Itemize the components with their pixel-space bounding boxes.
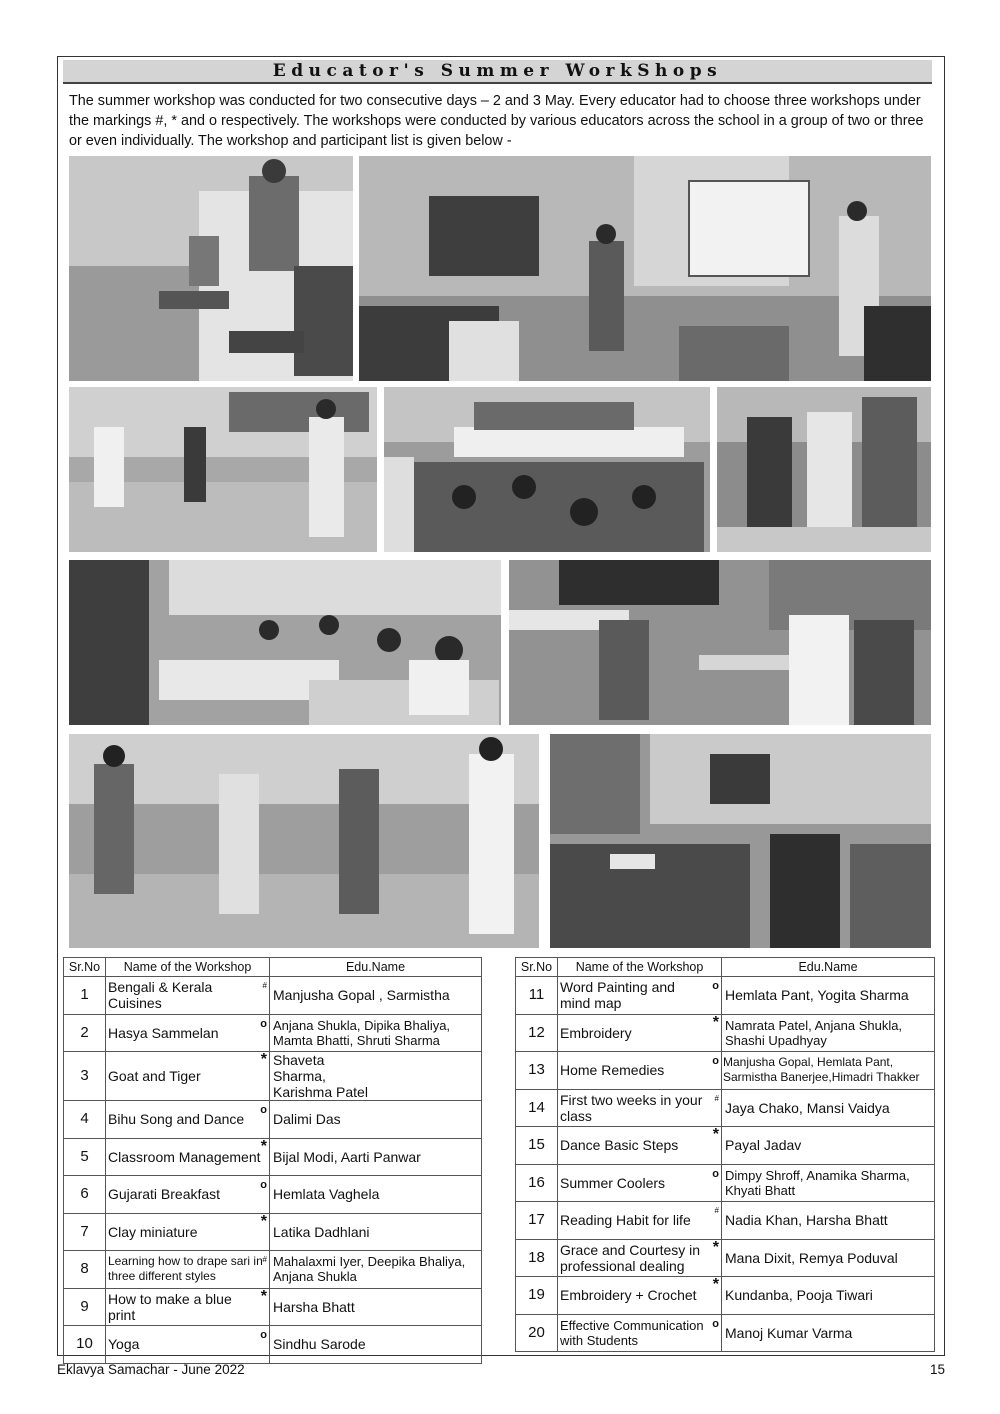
row-sr: 15 (516, 1127, 558, 1165)
footer-publication: Eklavya Samachar - June 2022 (57, 1362, 245, 1377)
row-workshop (558, 977, 722, 1015)
row-edu: Manjusha Gopal, Hemlata Pant, Sarmistha Banerjee,Himadri Thakker (722, 1052, 935, 1090)
row-workshop (106, 1176, 270, 1214)
row-edu: Payal Jadav (722, 1127, 935, 1165)
row-edu: Manjusha Gopal , Sarmistha (270, 977, 482, 1015)
row-sr: 17 (516, 1202, 558, 1240)
table-row (516, 1014, 935, 1052)
row-workshop (558, 1277, 722, 1315)
row-sr: 20 (516, 1314, 558, 1352)
category-mark: o (260, 1104, 267, 1116)
workshop-name: Classroom Management (108, 1148, 261, 1165)
row-workshop (558, 1052, 722, 1090)
workshop-name: Embroidery + Crochet (560, 1287, 697, 1304)
category-mark: o (712, 980, 719, 992)
workshop-name: How to make a blue print (108, 1290, 232, 1323)
row-sr: 6 (64, 1176, 106, 1214)
table-row (64, 1288, 482, 1326)
category-mark: o (260, 1329, 267, 1341)
row-edu: Namrata Patel, Anjana Shukla, Shashi Upadhyay (722, 1014, 935, 1052)
row-workshop (558, 1164, 722, 1202)
table-row (516, 1314, 935, 1352)
workshop-name: Summer Coolers (560, 1174, 666, 1191)
table-row (64, 1326, 482, 1364)
row-sr: 7 (64, 1213, 106, 1251)
category-mark: # (714, 1206, 719, 1215)
table-row (64, 1052, 482, 1101)
row-sr: 12 (516, 1014, 558, 1052)
category-mark: * (260, 1287, 267, 1305)
category-mark: * (260, 1212, 267, 1230)
row-edu: Hemlata Vaghela (270, 1176, 482, 1214)
row-sr: 18 (516, 1239, 558, 1277)
category-mark: * (260, 1137, 267, 1155)
table-row (64, 977, 482, 1015)
table-row (64, 1213, 482, 1251)
category-mark: o (712, 1317, 719, 1330)
category-mark: * (712, 1238, 719, 1256)
table-row (516, 1277, 935, 1315)
row-sr: 3 (64, 1052, 106, 1101)
row-workshop (106, 1213, 270, 1251)
category-mark: # (262, 1255, 267, 1264)
row-edu: Kundanba, Pooja Tiwari (722, 1277, 935, 1315)
category-mark: o (712, 1167, 719, 1180)
table-row (64, 1101, 482, 1139)
workshop-name: Learning how to drape sari in three different styles (108, 1254, 263, 1284)
header-workshop: Name of the Workshop (106, 958, 270, 977)
row-edu: Shaveta Sharma, Karishma Patel (270, 1052, 482, 1101)
row-edu: Bijal Modi, Aarti Panwar (270, 1138, 482, 1176)
page-number: 15 (929, 1362, 945, 1377)
row-edu: Manoj Kumar Varma (722, 1314, 935, 1352)
workshop-name: Embroidery (560, 1024, 632, 1041)
row-workshop (558, 1089, 722, 1127)
category-mark: # (714, 1093, 719, 1103)
table-header-row (64, 958, 482, 977)
row-sr: 9 (64, 1288, 106, 1326)
workshop-table-right (515, 957, 935, 1352)
row-workshop (106, 1251, 270, 1289)
row-edu: Latika Dadhlani (270, 1213, 482, 1251)
workshop-name: Effective Communication with Students (560, 1317, 704, 1348)
page-title: Educator's Summer WorkShops (63, 60, 932, 84)
workshop-name: Grace and Courtesy in professional dealing (560, 1241, 701, 1274)
row-edu: Dimpy Shroff, Anamika Sharma, Khyati Bhatt (722, 1164, 935, 1202)
table-row (516, 1202, 935, 1240)
row-edu: Mahalaxmi Iyer, Deepika Bhaliya, Anjana Shukla (270, 1251, 482, 1289)
workshop-name: Clay miniature (108, 1223, 198, 1240)
photo-dance-practice-1 (69, 387, 377, 552)
table-row (64, 1176, 482, 1214)
category-mark: o (260, 1017, 267, 1030)
intro-paragraph: The summer workshop was conducted for two consecutive days – 2 and 3 May. Every educator had to choose three workshops under the markings #, * and o respectively. The workshops were conducted by various educators across the school in a group of two or three or even individually. The workshop and participant list is given below - (69, 93, 924, 149)
category-mark: o (712, 1055, 719, 1067)
photo-seminar-hall (384, 387, 710, 552)
category-mark: * (712, 1276, 719, 1293)
category-mark: * (260, 1051, 267, 1068)
category-mark: # (262, 981, 267, 990)
workshop-name: Home Remedies (560, 1062, 665, 1079)
row-sr: 1 (64, 977, 106, 1015)
row-edu: Dalimi Das (270, 1101, 482, 1139)
workshop-name: First two weeks in your class (560, 1091, 703, 1124)
row-edu: Sindhu Sarode (270, 1326, 482, 1364)
photo-classroom-blackboard (509, 560, 931, 725)
row-workshop (106, 1288, 270, 1326)
photo-lecture-room (550, 734, 931, 948)
workshop-name: Goat and Tiger (108, 1068, 201, 1084)
header-sr: Sr.No (64, 958, 106, 977)
row-sr: 10 (64, 1326, 106, 1364)
photo-classroom-desks (69, 560, 501, 725)
row-sr: 16 (516, 1164, 558, 1202)
table-row (64, 1138, 482, 1176)
row-sr: 8 (64, 1251, 106, 1289)
table-header-row (516, 958, 935, 977)
category-mark: o (260, 1179, 267, 1191)
row-workshop (106, 1014, 270, 1052)
workshop-name: Bengali & Kerala Cuisines (108, 979, 213, 1012)
table-row (516, 977, 935, 1015)
workshop-name: Dance Basic Steps (560, 1137, 679, 1154)
header-workshop: Name of the Workshop (558, 958, 722, 977)
workshop-table-left (63, 957, 482, 1364)
row-workshop (558, 1314, 722, 1352)
row-workshop (106, 1138, 270, 1176)
row-workshop (558, 1202, 722, 1240)
row-workshop (106, 1326, 270, 1364)
row-workshop (558, 1127, 722, 1165)
photo-dance-practice-2 (69, 734, 539, 948)
row-sr: 11 (516, 977, 558, 1015)
row-sr: 19 (516, 1277, 558, 1315)
table-row (516, 1052, 935, 1090)
row-edu: Harsha Bhatt (270, 1288, 482, 1326)
header-edu: Edu.Name (722, 958, 935, 977)
header-sr: Sr.No (516, 958, 558, 977)
row-edu: Jaya Chako, Mansi Vaidya (722, 1089, 935, 1127)
workshop-name: Word Painting and mind map (560, 979, 675, 1012)
photo-classroom-whiteboard (359, 156, 931, 381)
workshop-name: Gujarati Breakfast (108, 1186, 221, 1203)
header-edu: Edu.Name (270, 958, 482, 977)
table-row (516, 1239, 935, 1277)
row-workshop (558, 1014, 722, 1052)
row-edu: Anjana Shukla, Dipika Bhaliya, Mamta Bhatti, Shruti Sharma (270, 1014, 482, 1052)
row-workshop (106, 1052, 270, 1101)
table-row (516, 1089, 935, 1127)
workshop-name: Reading Habit for life (560, 1212, 691, 1229)
category-mark: * (712, 1126, 719, 1143)
row-sr: 13 (516, 1052, 558, 1090)
row-sr: 14 (516, 1089, 558, 1127)
row-workshop (558, 1239, 722, 1277)
table-row (64, 1014, 482, 1052)
photo-cooking-workshop (69, 156, 353, 381)
row-edu: Mana Dixit, Remya Poduval (722, 1239, 935, 1277)
row-workshop (106, 977, 270, 1015)
row-edu: Nadia Khan, Harsha Bhatt (722, 1202, 935, 1240)
row-sr: 2 (64, 1014, 106, 1052)
workshop-name: Hasya Sammelan (108, 1024, 219, 1041)
row-sr: 4 (64, 1101, 106, 1139)
workshop-name: Yoga (108, 1336, 140, 1353)
table-row (516, 1164, 935, 1202)
row-workshop (106, 1101, 270, 1139)
photo-sari-draping (717, 387, 931, 552)
table-row (64, 1251, 482, 1289)
row-sr: 5 (64, 1138, 106, 1176)
row-edu: Hemlata Pant, Yogita Sharma (722, 977, 935, 1015)
workshop-name: Bihu Song and Dance (108, 1111, 245, 1128)
category-mark: * (712, 1013, 719, 1031)
table-row (516, 1127, 935, 1165)
